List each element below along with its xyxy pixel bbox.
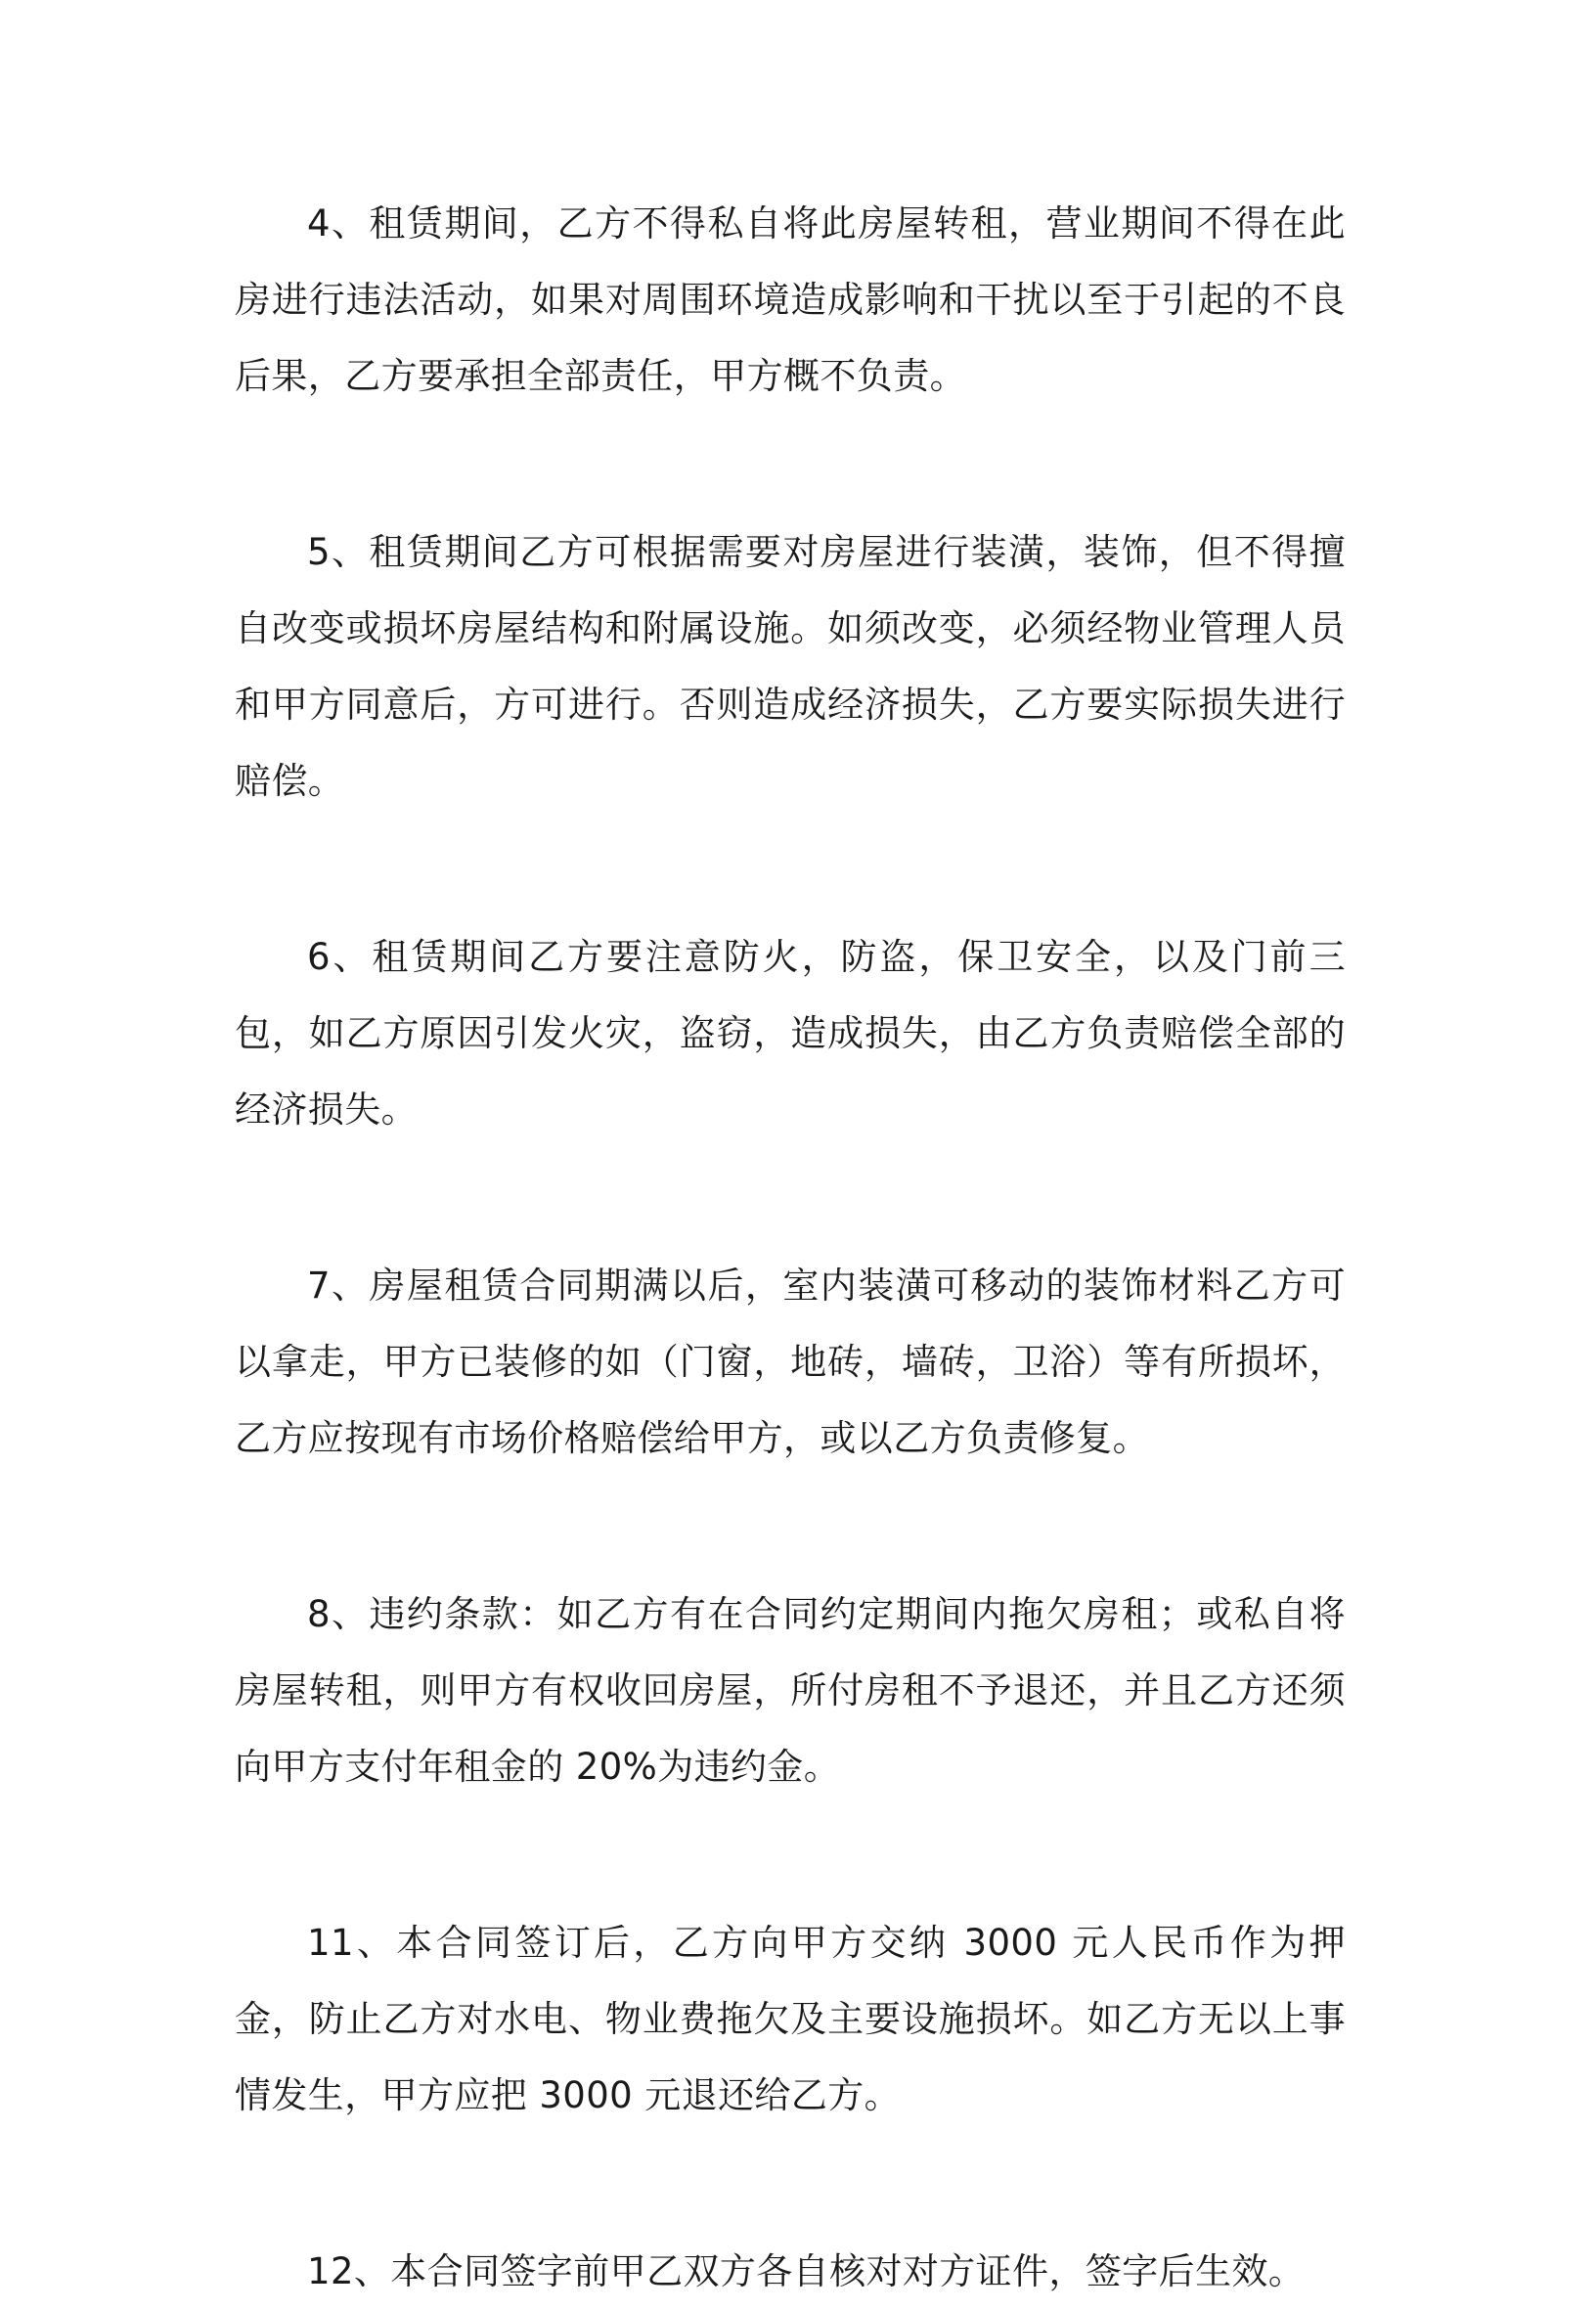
clause-4: 4、租赁期间，乙方不得私自将此房屋转租，营业期间不得在此房进行违法活动，如果对周围环境造成影响和干扰以至于引起的不良后果，乙方要承担全部责任，甲方概不负责。 <box>235 202 1346 397</box>
clause-6: 6、租赁期间乙方要注意防火，防盗，保卫安全，以及门前三包，如乙方原因引发火灾，盗窃，造成损失，由乙方负责赔偿全部的经济损失。 <box>235 936 1346 1131</box>
document-body <box>235 186 1346 2310</box>
clause-7: 7、房屋租赁合同期满以后，室内装潢可移动的装饰材料乙方可以拿走，甲方已装修的如（门窗，地砖，墙砖，卫浴）等有所损坏，乙方应按现有市场价格赔偿给甲方，或以乙方负责修复。 <box>235 1265 1346 1459</box>
clause-5: 5、租赁期间乙方可根据需要对房屋进行装潢，装饰，但不得擅自改变或损坏房屋结构和附属设施。如须改变，必须经物业管理人员和甲方同意后，方可进行。否则造成经济损失，乙方要实际损失进行赔偿。 <box>235 531 1346 802</box>
clause-8: 8、违约条款：如乙方有在合同约定期间内拖欠房租；或私自将房屋转租，则甲方有权收回房屋，所付房租不予退还，并且乙方还须向甲方支付年租金的 20%为违约金。 <box>235 1593 1346 1788</box>
clause-11: 11、本合同签订后，乙方向甲方交纳 3000 元人民币作为押金，防止乙方对水电、物业费拖欠及主要设施损坏。如乙方无以上事情发生，甲方应把 3000 元退还给乙方。 <box>235 1922 1346 2116</box>
clause-12: 12、本合同签字前甲乙双方各自核对对方证件，签字后生效。 <box>307 2250 1306 2292</box>
